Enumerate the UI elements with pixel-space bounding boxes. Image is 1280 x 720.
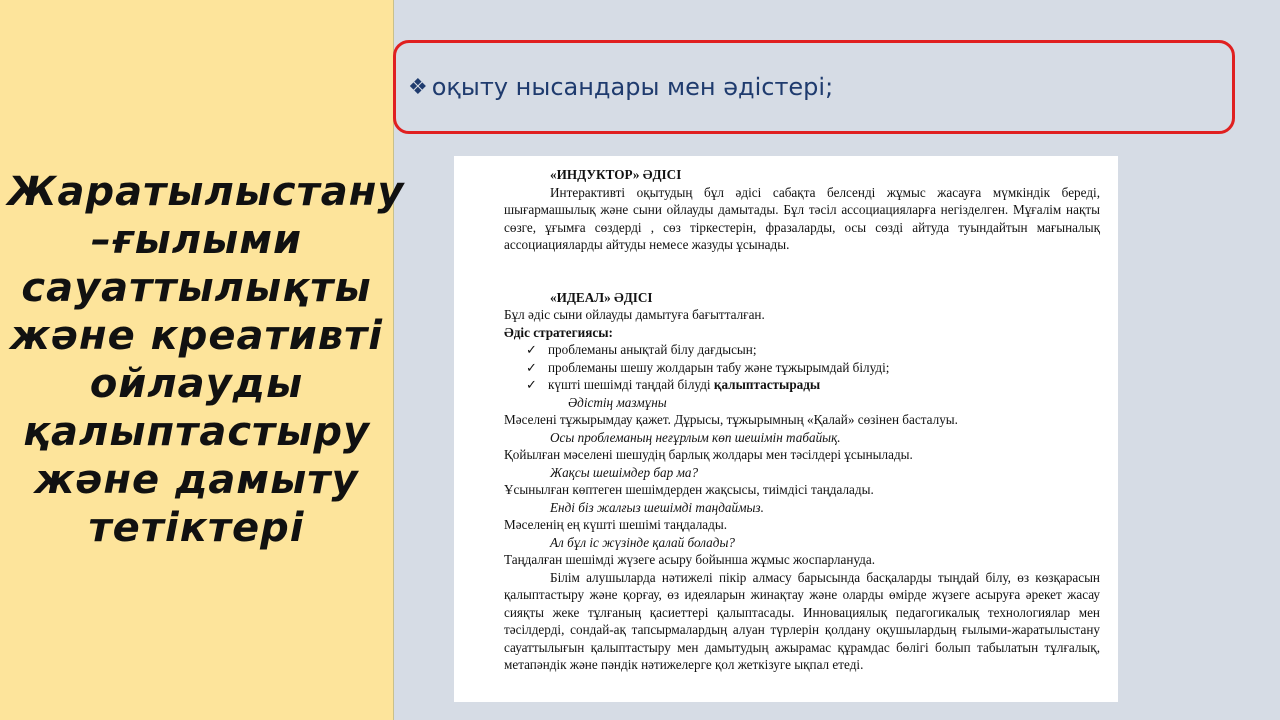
step-answer: Мәселенің ең күшті шешімі таңдалады.: [504, 517, 727, 532]
step-question: Осы проблеманың неғұрлым көп шешімін табайық.: [550, 429, 841, 445]
strategy-list: [504, 341, 1100, 394]
left-title-panel: [0, 0, 405, 720]
step-answer: Таңдалған шешімді жүзеге асыру бойынша жұмыс жоспарлануда.: [504, 552, 876, 567]
checkmark-icon: ✓: [526, 342, 538, 357]
list-item: [526, 341, 1100, 359]
section-spacer: [504, 254, 1100, 289]
slide-title: Жаратылыстану –ғылыми сауаттылықты және креативті ойлауды қалыптастыру және дамыту тетіктері: [7, 169, 405, 551]
list-item-bold-text: қалыптастырады: [713, 377, 821, 392]
strategy-label: Әдіс стратегиясы:: [504, 324, 613, 340]
step-answer: Ұсынылған көптеген шешімдерден жақсысы, тиімдісі таңдалады.: [504, 482, 874, 497]
step-question: Жақсы шешімдер бар ма?: [550, 464, 699, 480]
list-item: [526, 376, 1100, 394]
diamond-bullet-icon: ❖: [408, 74, 428, 100]
list-item-text: күшті шешімді таңдай білуді: [548, 377, 711, 392]
step-question: Ал бұл іс жүзінде қалай болады?: [550, 534, 735, 550]
inductor-heading: «ИНДУКТОР» ӘДІСІ: [550, 167, 682, 182]
content-label: Әдістің мазмұны: [568, 394, 667, 410]
inductor-body: Интерактивті оқытудың бұл әдісі сабақта белсенді жұмыс жасауға мүмкіндік береді, шығармашылық және сыни ойлауды дамытады. Бұл тәсіл ассоциацияларға негізделген. Мұғалім нақты сөзге, ұғымға сөздерді , сөз тіркестерін, фразаларды, осы сөзді айтуда туындайтын мағыналық ассоциацияларды айтуды немесе жазуды ұсынады.: [504, 184, 1100, 252]
document-excerpt: [454, 156, 1118, 702]
step-question: Енді біз жалғыз шешімді таңдаймыз.: [550, 499, 764, 515]
step-answer: Қойылған мәселені шешудің барлық жолдары мен тәсілдері ұсынылады.: [504, 447, 913, 462]
step-answer: Мәселені тұжырымдау қажет. Дұрысы, тұжырымның «Қалай» сөзінен басталуы.: [504, 412, 958, 427]
topic-text: оқыту нысандары мен әдістері;: [431, 73, 834, 101]
list-item-text: проблеманы анықтай білу дағдысын;: [548, 342, 757, 357]
ideal-heading: «ИДЕАЛ» ӘДІСІ: [550, 289, 653, 305]
topic-callout: [393, 40, 1235, 134]
ideal-conclusion: Білім алушыларда нәтижелі пікір алмасу барысында басқаларды тыңдай білу, өз көзқарасын қалыптастыру және қорғау, өз идеяларын жинақтау және оларды өмірде жүзеге асыруға әрекет жасау сияқты жеке тұлғаның қасиеттері қалыптасады. Инновациялық педагогикалық технологиялар мен тәсілдерді, сондай-ақ тапсырмалардың алуан түрлерін қолдану оқушылардың ғылыми-жаратылыстану сауаттылығын қалыптастыру мен дамытудың ажырамас құрамдас бөлігі болып табылатын тұлғалық, метапәндік және пәндік нәтижелерге қол жеткізуге ықпал етеді.: [504, 569, 1100, 672]
ideal-intro: Бұл әдіс сыни ойлауды дамытуға бағытталған.: [504, 307, 765, 322]
list-item-text: проблеманы шешу жолдарын табу және тұжырымдай білуді;: [548, 359, 890, 375]
checkmark-icon: ✓: [526, 359, 538, 375]
checkmark-icon: ✓: [526, 377, 538, 392]
list-item: [526, 359, 1100, 377]
